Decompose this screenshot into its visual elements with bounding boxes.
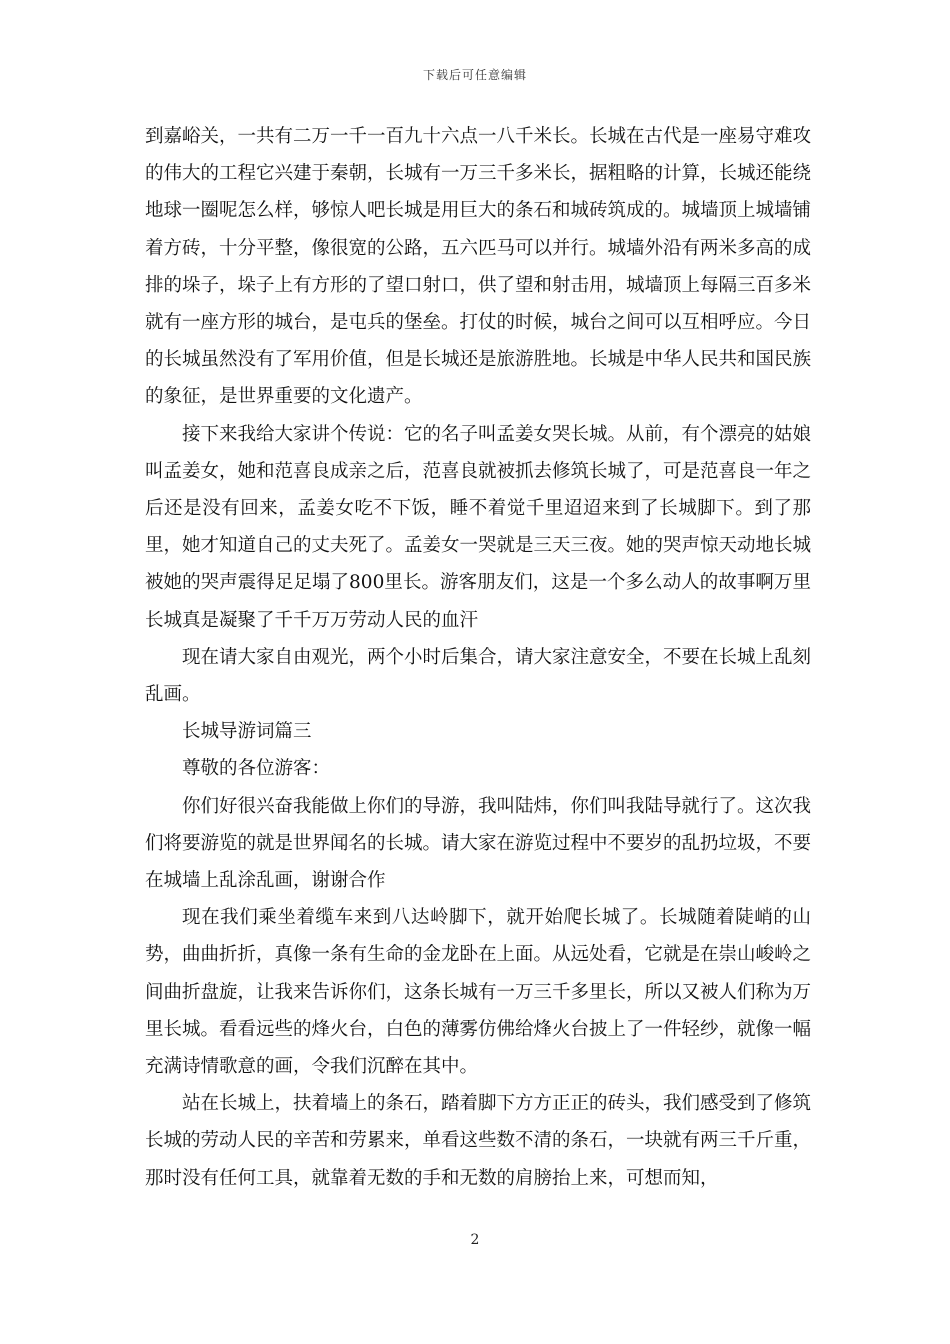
section-heading: 长城导游词篇三 (182, 721, 312, 743)
greeting-line: 尊敬的各位游客： (182, 758, 331, 780)
paragraph-5: 现在我们乘坐着缆车来到八达岭脚下，就开始爬长城了。长城随着陡峭的山势，曲曲折折，真像一条有生命的金龙卧在上面。从远处看，它就是在崇山峻岭之间曲折盘旋，让我来告诉你们，这条长城有一万三千多里长，所以又被人们称为万里长城。看看远些的烽火台，白色的薄雾仿佛给烽火台披上了一件轻纱，就像一幅充满诗情歌意的画，令我们沉醉在其中。 (145, 907, 812, 1078)
paragraph-3: 现在请大家自由观光，两个小时后集合，请大家注意安全，不要在长城上乱刻乱画。 (145, 646, 812, 706)
paragraph-6: 站在长城上，扶着墙上的条石，踏着脚下方方正正的砖头，我们感受到了修筑长城的劳动人民的辛苦和劳累来，单看这些数不清的条石，一块就有两三千斤重，那时没有任何工具，就靠着无数的手和无数的肩膀抬上来，可想而知， (145, 1093, 812, 1189)
paragraph-4: 你们好很兴奋我能做上你们的导游，我叫陆炜，你们叫我陆导就行了。这次我们将要游览的就是世界闻名的长城。请大家在游览过程中不要岁的乱扔垃圾，不要在城墙上乱涂乱画，谢谢合作 (145, 795, 812, 892)
paragraph-1: 到嘉峪关，一共有二万一千一百九十六点一八千米长。长城在古代是一座易守难攻的伟大的工程它兴建于秦朝，长城有一万三千多米长，据粗略的计算，长城还能绕地球一圈呢怎么样，够惊人吧长城是用巨大的条石和城砖筑成的。城墙顶上城墙铺着方砖，十分平整，像很宽的公路，五六匹马可以并行。城墙外沿有两米多高的成排的垛子，垛子上有方形的了望口射口，供了望和射击用，城墙顶上每隔三百多米就有一座方形的城台，是屯兵的堡垒。打仗的时候，城台之间可以互相呼应。今日的长城虽然没有了军用价值，但是长城还是旅游胜地。长城是中华人民共和国民族的象征，是世界重要的文化遗产。 (145, 126, 812, 408)
page-number: 2 (470, 1232, 480, 1248)
paragraph-2: 接下来我给大家讲个传说：它的名子叫孟姜女哭长城。从前，有个漂亮的姑娘叫孟姜女，她和范喜良成亲之后，范喜良就被抓去修筑长城了，可是范喜良一年之后还是没有回来，孟姜女吃不下饭，睡不着觉千里迢迢来到了长城脚下。到了那里，她才知道自己的丈夫死了。孟姜女一哭就是三天三夜。她的哭声惊天动地长城被她的哭声震得足足塌了800里长。游客朋友们，这是一个多么动人的故事啊万里长城真是凝聚了千千万万劳动人民的血汗 (145, 423, 812, 631)
document-body (145, 118, 811, 1197)
page-header: 下载后可任意编辑 (422, 68, 527, 82)
